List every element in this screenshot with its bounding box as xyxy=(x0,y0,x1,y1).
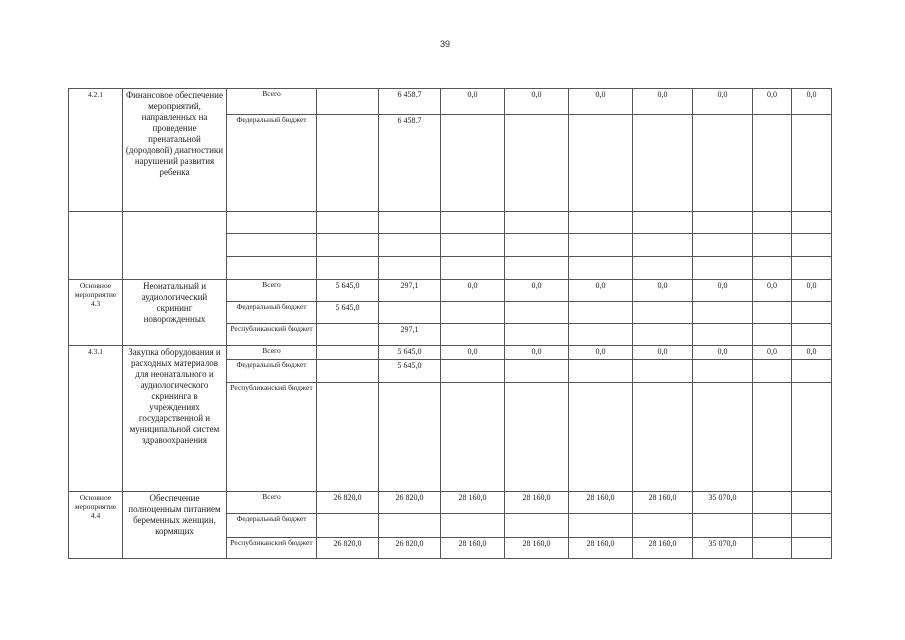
value-cell xyxy=(633,302,693,324)
value-cell: 0,0 xyxy=(693,89,753,115)
value-cell xyxy=(693,212,753,234)
value-cell xyxy=(441,514,505,538)
value-cell xyxy=(317,324,379,346)
value-cell xyxy=(379,302,441,324)
value-cell xyxy=(441,234,505,257)
value-cell xyxy=(569,383,633,492)
value-cell xyxy=(633,360,693,383)
value-cell: 26 820,0 xyxy=(317,492,379,514)
value-cell: 0,0 xyxy=(569,89,633,115)
value-cell: 6 458.7 xyxy=(379,115,441,212)
value-cell xyxy=(792,514,832,538)
table-row xyxy=(69,89,832,115)
budget-table-body xyxy=(69,89,832,559)
value-cell: 5 645,0 xyxy=(317,280,379,302)
value-cell xyxy=(569,234,633,257)
value-cell: 0,0 xyxy=(753,280,792,302)
value-cell: 0,0 xyxy=(792,280,832,302)
value-cell: 0,0 xyxy=(792,89,832,115)
value-cell xyxy=(505,302,569,324)
value-cell xyxy=(753,257,792,280)
funding-source-cell xyxy=(227,212,317,234)
page-number: 39 xyxy=(439,39,450,49)
value-cell xyxy=(753,324,792,346)
value-cell xyxy=(317,89,379,115)
value-cell xyxy=(792,324,832,346)
value-cell xyxy=(317,360,379,383)
value-cell: 28 160,0 xyxy=(505,492,569,514)
value-cell xyxy=(792,538,832,559)
value-cell: 5 645,0 xyxy=(317,302,379,324)
measure-code-cell xyxy=(69,212,123,280)
measure-code-cell: Основное мероприятие 4.4 xyxy=(69,492,123,559)
value-cell: 297,1 xyxy=(379,280,441,302)
value-cell: 0,0 xyxy=(633,89,693,115)
value-cell xyxy=(317,234,379,257)
value-cell xyxy=(569,302,633,324)
value-cell: 0,0 xyxy=(753,346,792,360)
value-cell xyxy=(792,383,832,492)
value-cell xyxy=(441,383,505,492)
value-cell: 6 458.7 xyxy=(379,89,441,115)
measure-name-cell: Неонатальный и аудиологический скрининг новорожденных xyxy=(123,280,227,346)
value-cell xyxy=(505,383,569,492)
value-cell xyxy=(569,514,633,538)
value-cell xyxy=(441,302,505,324)
value-cell xyxy=(569,212,633,234)
value-cell: 0,0 xyxy=(633,280,693,302)
value-cell: 28 160,0 xyxy=(633,538,693,559)
value-cell xyxy=(569,360,633,383)
table-row xyxy=(69,492,832,514)
funding-source-cell: Федеральный бюджет xyxy=(227,514,317,538)
value-cell xyxy=(792,360,832,383)
value-cell xyxy=(693,115,753,212)
funding-source-cell: Всего xyxy=(227,346,317,360)
value-cell xyxy=(441,257,505,280)
value-cell xyxy=(317,383,379,492)
measure-name-cell: Закупка оборудования и расходных материалов для неонатального и аудиологического скрининга в учреждениях государственной и муниципальной систем здравоохранения xyxy=(123,346,227,492)
measure-name-cell xyxy=(123,212,227,280)
value-cell xyxy=(753,492,792,514)
value-cell xyxy=(441,360,505,383)
value-cell xyxy=(441,115,505,212)
value-cell xyxy=(693,302,753,324)
value-cell: 28 160,0 xyxy=(569,538,633,559)
value-cell: 26 820,0 xyxy=(379,538,441,559)
value-cell xyxy=(505,212,569,234)
value-cell: 26 820,0 xyxy=(317,538,379,559)
value-cell xyxy=(693,257,753,280)
value-cell xyxy=(693,360,753,383)
value-cell xyxy=(633,514,693,538)
table-row xyxy=(69,212,832,234)
value-cell: 0,0 xyxy=(441,346,505,360)
budget-table xyxy=(68,88,832,559)
value-cell xyxy=(633,383,693,492)
value-cell xyxy=(505,324,569,346)
value-cell xyxy=(633,115,693,212)
value-cell: 28 160,0 xyxy=(633,492,693,514)
value-cell: 0,0 xyxy=(505,280,569,302)
value-cell: 26 820,0 xyxy=(379,492,441,514)
funding-source-cell: Федеральный бюджет xyxy=(227,360,317,383)
value-cell xyxy=(753,212,792,234)
funding-source-cell: Федеральный бюджет xyxy=(227,302,317,324)
funding-source-cell xyxy=(227,257,317,280)
value-cell xyxy=(792,302,832,324)
value-cell xyxy=(317,115,379,212)
value-cell xyxy=(792,257,832,280)
value-cell xyxy=(633,257,693,280)
value-cell: 0,0 xyxy=(693,346,753,360)
value-cell xyxy=(792,115,832,212)
value-cell: 0,0 xyxy=(569,346,633,360)
value-cell xyxy=(317,212,379,234)
measure-name-cell: Обеспечение полноценным питанием беременных женщин, кормящих xyxy=(123,492,227,559)
value-cell xyxy=(505,360,569,383)
value-cell: 0,0 xyxy=(693,280,753,302)
value-cell: 28 160,0 xyxy=(569,492,633,514)
value-cell xyxy=(753,115,792,212)
value-cell: 35 070,0 xyxy=(693,492,753,514)
measure-code-cell: Основное мероприятие 4.3 xyxy=(69,280,123,346)
funding-source-cell xyxy=(227,234,317,257)
value-cell xyxy=(792,212,832,234)
funding-source-cell: Всего xyxy=(227,89,317,115)
value-cell: 0,0 xyxy=(753,89,792,115)
value-cell xyxy=(753,538,792,559)
value-cell xyxy=(693,324,753,346)
funding-source-cell: Республиканский бюджет xyxy=(227,324,317,346)
value-cell xyxy=(633,234,693,257)
value-cell: 0,0 xyxy=(505,346,569,360)
value-cell: 0,0 xyxy=(633,346,693,360)
value-cell: 35 070,0 xyxy=(693,538,753,559)
value-cell xyxy=(753,302,792,324)
value-cell: 0,0 xyxy=(505,89,569,115)
value-cell xyxy=(441,324,505,346)
value-cell xyxy=(441,212,505,234)
value-cell xyxy=(633,212,693,234)
funding-source-cell: Республиканский бюджет xyxy=(227,538,317,559)
funding-source-cell: Республиканский бюджет xyxy=(227,383,317,492)
table-row xyxy=(69,346,832,360)
value-cell xyxy=(693,234,753,257)
value-cell: 0,0 xyxy=(441,280,505,302)
value-cell xyxy=(753,234,792,257)
value-cell xyxy=(753,360,792,383)
funding-source-cell: Всего xyxy=(227,280,317,302)
value-cell xyxy=(505,115,569,212)
value-cell: 0,0 xyxy=(569,280,633,302)
value-cell: 28 160,0 xyxy=(505,538,569,559)
value-cell xyxy=(379,212,441,234)
value-cell xyxy=(505,234,569,257)
measure-code-cell: 4.3.1 xyxy=(69,346,123,492)
value-cell xyxy=(569,324,633,346)
value-cell xyxy=(753,514,792,538)
value-cell xyxy=(379,514,441,538)
value-cell: 5 645,0 xyxy=(379,346,441,360)
value-cell: 28 160,0 xyxy=(441,538,505,559)
value-cell: 5 645,0 xyxy=(379,360,441,383)
value-cell xyxy=(505,257,569,280)
value-cell: 0,0 xyxy=(441,89,505,115)
value-cell xyxy=(317,257,379,280)
value-cell xyxy=(317,514,379,538)
measure-code-cell: 4.2.1 xyxy=(69,89,123,212)
value-cell xyxy=(379,383,441,492)
value-cell xyxy=(505,514,569,538)
value-cell xyxy=(792,234,832,257)
value-cell xyxy=(633,324,693,346)
funding-source-cell: Федеральный бюджет xyxy=(227,115,317,212)
value-cell: 0,0 xyxy=(792,346,832,360)
value-cell xyxy=(792,492,832,514)
table-row xyxy=(69,280,832,302)
value-cell xyxy=(753,383,792,492)
value-cell: 28 160,0 xyxy=(441,492,505,514)
value-cell xyxy=(379,257,441,280)
value-cell xyxy=(693,383,753,492)
value-cell xyxy=(317,346,379,360)
value-cell xyxy=(569,115,633,212)
value-cell xyxy=(379,234,441,257)
value-cell: 297,1 xyxy=(379,324,441,346)
funding-source-cell: Всего xyxy=(227,492,317,514)
value-cell xyxy=(693,514,753,538)
value-cell xyxy=(569,257,633,280)
measure-name-cell: Финансовое обеспечение мероприятий, направленных на проведение пренатальной (дородовой) диагностики нарушений развития ребенка xyxy=(123,89,227,212)
